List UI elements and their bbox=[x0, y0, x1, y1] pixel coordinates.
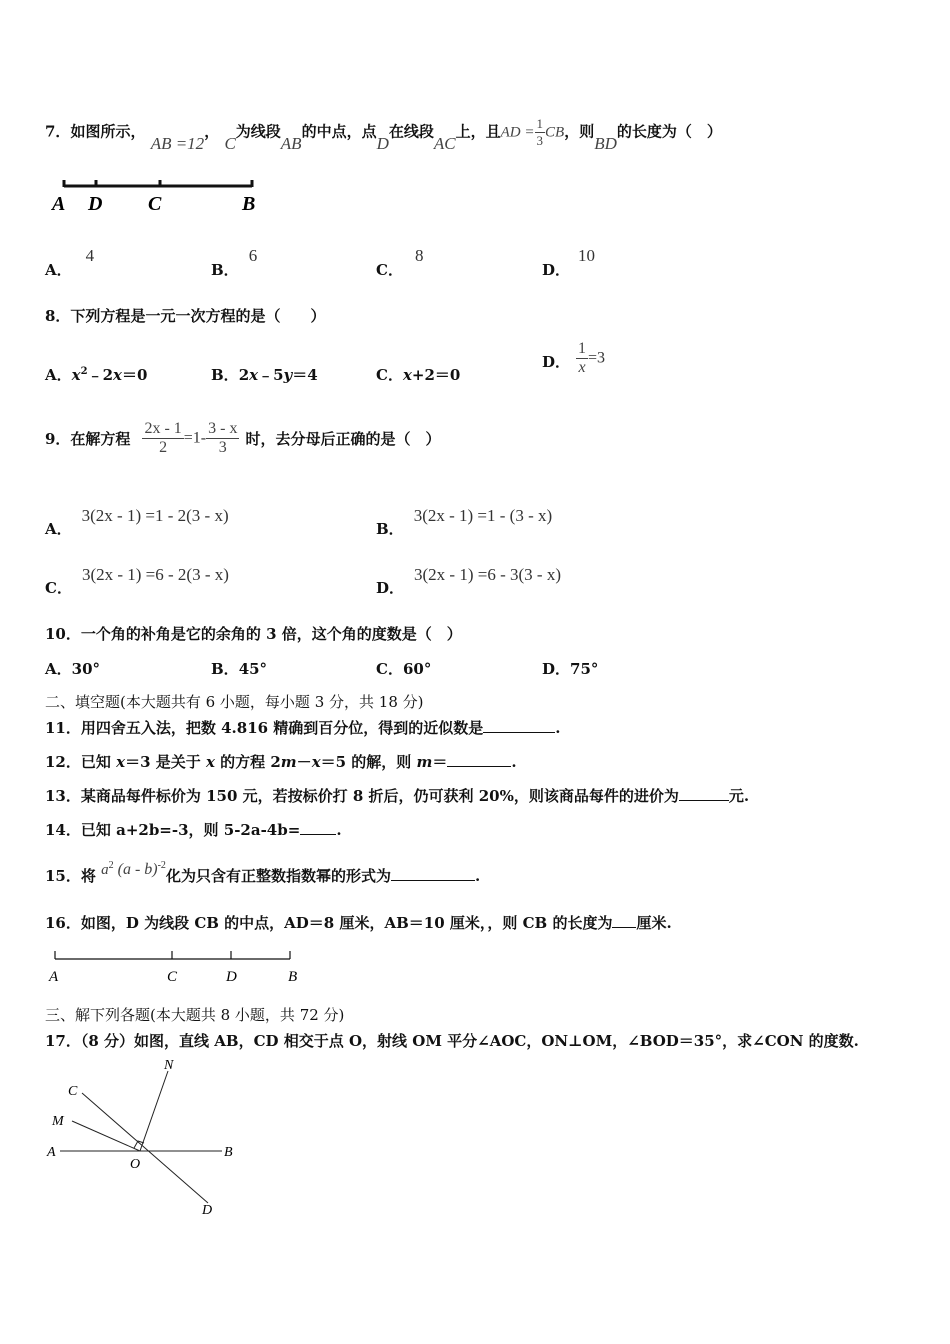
q17-label-c: C bbox=[68, 1084, 78, 1099]
q10-option-c[interactable]: C．60° bbox=[376, 660, 432, 678]
q10-option-b[interactable]: B．45° bbox=[211, 660, 268, 678]
q11: 11．用四舍五入法，把数 4.816 精确到百分位，得到的近似数是 . bbox=[45, 719, 561, 737]
q7-option-d[interactable]: D．10 bbox=[542, 246, 596, 279]
q10-option-d[interactable]: D．75° bbox=[542, 660, 599, 678]
q7-figure bbox=[50, 175, 270, 215]
q17-label-m: M bbox=[52, 1114, 64, 1129]
q12: 12．已知 x＝3 是关于 x 的方程 2m－x＝5 的解，则 m＝ . bbox=[45, 753, 517, 771]
q7-label-b: B bbox=[242, 193, 256, 215]
q7-option-c[interactable]: C．8 bbox=[376, 246, 424, 279]
q16: 16．如图，D 为线段 CB 的中点，AD＝8 厘米，AB＝10 厘米，，则 CB 的长度为 厘米. bbox=[45, 914, 672, 932]
q16-label-c: C bbox=[167, 969, 178, 985]
q13: 13．某商品每件标价为 150 元，若按标价打 8 折后，仍可获利 20%，则该商品每件的进价为 元. bbox=[45, 787, 750, 805]
q8-option-b[interactable]: B．2x﹣5y＝4 bbox=[211, 366, 318, 384]
q7-option-b[interactable]: B．6 bbox=[211, 246, 258, 279]
q17: 17．（8 分）如图，直线 AB，CD 相交于点 O，射线 OM 平分∠AOC，ON⊥OM，∠BOD＝35°，求∠CON 的度数. bbox=[45, 1032, 859, 1050]
q7-stem: 7．如图所示， AB =12， C为线段AB的中点，点D在线段AC上，且AD = $\frac{1}{3}$ CB，则BD的长度为（ ） bbox=[45, 116, 722, 153]
ray-om bbox=[72, 1121, 140, 1151]
q17-figure bbox=[42, 1055, 242, 1225]
q10-option-a[interactable]: A．30° bbox=[45, 660, 101, 678]
q14: 14．已知 a+2b=-3，则 5-2a-4b= . bbox=[45, 821, 342, 839]
q8-stem: 8．下列方程是一元一次方程的是（ ） bbox=[45, 307, 326, 325]
ray-on bbox=[140, 1071, 168, 1151]
q7-label-c: C bbox=[148, 193, 162, 215]
q17-label-d: D bbox=[202, 1203, 213, 1218]
q8-option-d[interactable]: D． $\frac{1}{x}$ =3 bbox=[542, 340, 606, 376]
q15-answer-blank[interactable] bbox=[391, 866, 475, 881]
q13-answer-blank[interactable] bbox=[679, 786, 729, 801]
q17-label-a: A bbox=[47, 1145, 56, 1160]
q8-option-a[interactable]: A．$x^2﹣2x=0$ bbox=[45, 366, 148, 384]
q7-label-d: D bbox=[88, 193, 103, 215]
q7-option-a[interactable]: A．4 bbox=[45, 246, 95, 279]
q16-label-a: A bbox=[49, 969, 59, 985]
q9-option-b[interactable]: B．3(2x - 1) =1 - (3 - x) bbox=[376, 506, 553, 538]
q15: 15．将 $a^2$ (a - b)$^{-2}$化为只含有正整数指数幂的形式为 . bbox=[45, 860, 481, 885]
q17-label-o: O bbox=[130, 1157, 141, 1172]
section-2-heading: 二、填空题(本大题共有 6 小题，每小题 3 分，共 18 分) bbox=[45, 693, 424, 711]
section-3-heading: 三、解下列各题(本大题共 8 小题，共 72 分) bbox=[45, 1006, 345, 1024]
q11-answer-blank[interactable] bbox=[483, 718, 555, 733]
q9-stem: 9．在解方程 $\frac{2x - 1}{2}$ =1- $\frac{3 - x}{3}$ 时，去分母后正确的是（ ） bbox=[45, 420, 441, 456]
q14-answer-blank[interactable] bbox=[300, 820, 336, 835]
q7-label-a: A bbox=[52, 193, 66, 215]
q9-option-d[interactable]: D．3(2x - 1) =6 - 3(3 - x) bbox=[376, 565, 561, 597]
q16-figure bbox=[45, 945, 315, 987]
line-cd bbox=[82, 1093, 208, 1203]
q17-label-n: N bbox=[164, 1058, 174, 1073]
q17-label-b: B bbox=[224, 1145, 233, 1160]
q16-answer-blank[interactable] bbox=[612, 913, 636, 928]
q16-label-d: D bbox=[226, 969, 237, 985]
q10-stem: 10．一个角的补角是它的余角的 3 倍，这个角的度数是（ ） bbox=[45, 625, 462, 643]
q16-label-b: B bbox=[288, 969, 298, 985]
q12-answer-blank[interactable] bbox=[447, 752, 511, 767]
q9-option-c[interactable]: C．3(2x - 1) =6 - 2(3 - x) bbox=[45, 565, 229, 597]
q8-option-c[interactable]: C．x+2＝0 bbox=[376, 366, 461, 384]
q9-option-a[interactable]: A．3(2x - 1) =1 - 2(3 - x) bbox=[45, 506, 229, 538]
